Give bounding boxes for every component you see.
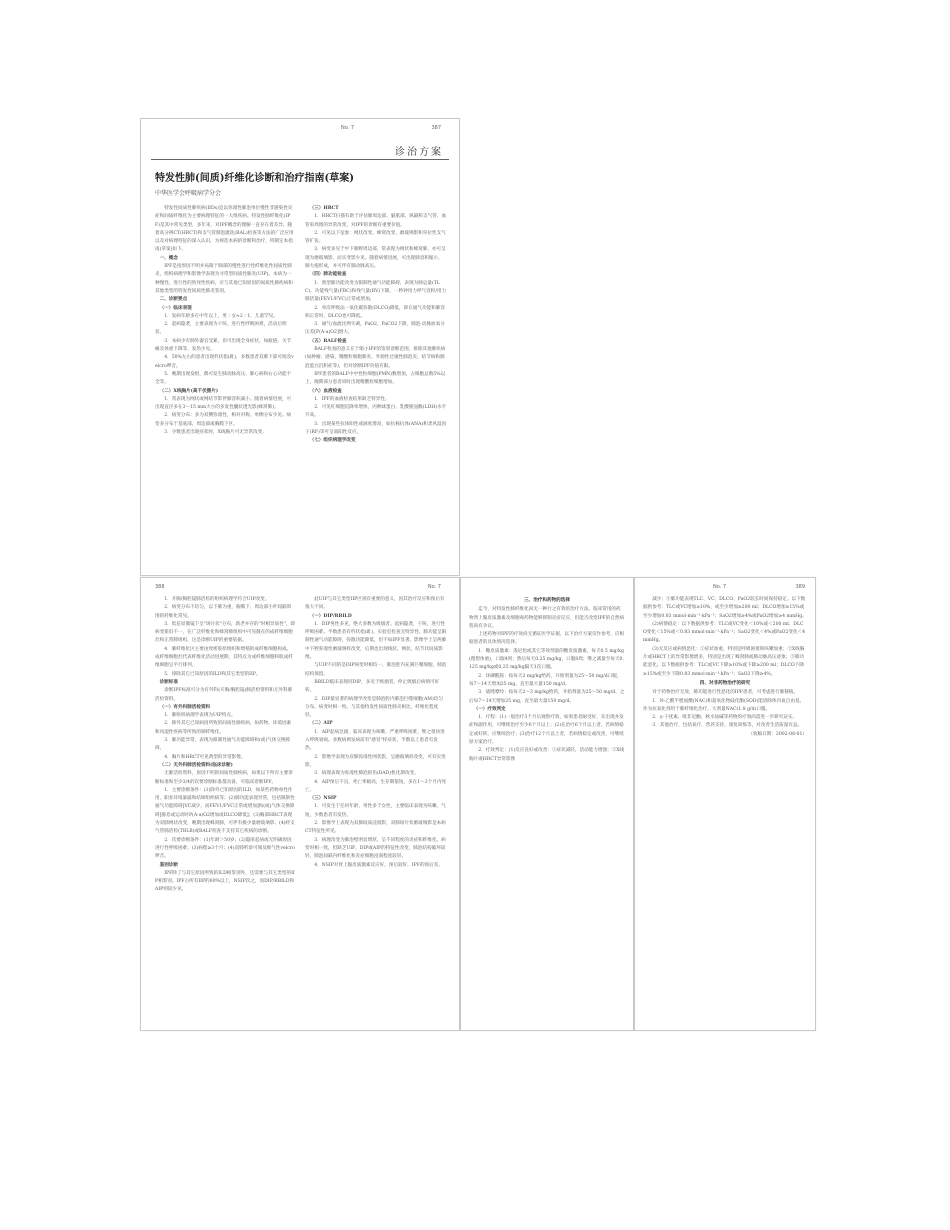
paragraph: (3)无反应或病情恶化：①症状加重，特别是呼吸困难和咳嗽加重；②X线胸片或HRCT上的异常影像增多，特别是出现了蜂窝肺或肺动脉高压迹象；③肺功能恶化。以下数据供参考：TLC或VC下降≥10%或下降≥200 ml；DLCO下降≥15%或至少下降0.83 mmol·min⁻¹·kPa⁻¹；SaO2下降≥4%。 (643, 646, 805, 677)
paragraph: 4．肺纤维化区主要由致密胶原组织和增殖的成纤维细胞构成。成纤维细胞灶代表纤维化活动进展期，其特点为成纤维细胞和肌成纤维细胞呈平行排列。 (155, 646, 293, 669)
paragraph: 1．肺组织病理学表现为UIP特点。 (164, 713, 236, 719)
text-column-1 (155, 596, 295, 1022)
text-column-1 (155, 205, 295, 571)
page-number: 389 (795, 584, 805, 590)
heading: （一）临床表现 (159, 305, 192, 311)
heading: （二）X线胸片(高千伏摄片) (159, 388, 219, 394)
paragraph: IPF患者的BALF中中性粒细胞(PMN)数增加，占细胞总数5%以上，晚期部分患者同时出现嗜酸粒细胞增加。 (305, 371, 446, 386)
paragraph: 1．常表现为网状或网结节影伴肺容积减小。随着病情进展，可出现直径多在3～15 mm大小的多发性囊状透光影(蜂窝肺)。 (155, 396, 292, 411)
paragraph: 3．少数患者出现症状时，X线胸片可无异常改变。 (164, 430, 267, 436)
heading: 诊断标准 (159, 679, 178, 685)
running-head: No. 7 (713, 584, 727, 590)
heading: 一、概念 (159, 255, 178, 261)
paragraph: BALF检查的意义在于缩小IPF的鉴别诊断范围，排除其他肺疾病(如肿瘤、感染、嗜酸粒细胞肺炎、外源性过敏性肺泡炎、结节病和肺泡蛋白沉积症等)，但对诊断IPF价值有限。 (305, 347, 446, 369)
journal-page-left (140, 577, 460, 1031)
running-head: No. 7 (341, 125, 355, 131)
heading: （三）NSIP (309, 796, 337, 802)
paragraph: 3．病理表现为弥漫性肺泡损伤(DAD)机化期改变。 (314, 771, 419, 777)
paragraph: 1．HRCT扫描有助于评估肺周边部、膈肌部、纵隔和支气管、血管束周围的异常改变，对IPF的诊断有重要价值。 (305, 214, 447, 228)
page-number: 388 (155, 584, 165, 590)
paragraph: (2)病情稳定：以下数据供参考：TLC或VC变化＜10%或＜200 ml；DLCO变化＜15%或＜0.83 mmol·min⁻¹·kPa⁻¹；SaO2变化＜4%或PaO2变化＜4 mmHg。 (643, 621, 806, 644)
paragraph: 1．N-乙酰半胱氨酸(NAC)和超氧化物歧化酶(SOD)能清除体内氧自由基，作为抗氧化剂用于肺纤维化治疗。大剂量NAC(1.8 g/d)口服。 (643, 698, 805, 712)
heading: （一）DIP/RBILD (309, 613, 352, 619)
paragraph: 2．除外其它已知病因所致的间质性肺疾病，如药物、环境因素和风湿性疾病等所致的肺纤维化。 (155, 721, 292, 735)
paragraph: 2．影像学上表现为双肺间质浸润影，双肺斑片状磨玻璃影是本病CT特征性所见。 (305, 821, 446, 835)
paragraph: IPF除了与其它原因所致的ILD相鉴别外，还需要与其它类型的IIP相鉴别。IPF占所有IIP的60%以上，NSIP次之，而DIP/RBILD和AIP则较少见。 (155, 870, 295, 893)
paragraph: 1．疗程：(1)一般治疗3个月后观察疗效，如果患者耐受好，未出现并发症和副作用，可继续治疗至少6个月以上；(2)在治疗6个月以上者，若病情稳定或好转，应继续治疗；(3)治疗12个月以上者，若病情稳定或改善，可继续原方案治疗。 (469, 715, 624, 746)
paragraph: 3．硫唑嘌呤：按每天2～3 mg/kg给药，开始剂量为25～50 mg/d，之后每7～14天增加25 mg，直至最大量150 mg/d。 (469, 690, 625, 704)
text-column (469, 596, 625, 1022)
heading: （三）HRCT (309, 206, 339, 211)
banner-rule (151, 159, 449, 160)
paragraph: 3．其他治疗，包括氧疗、营养支持、康复训练等，对改善生活质量有益。 (652, 723, 803, 729)
paragraph: 4．50%左右的患者出现杵状指(趾)，多数患者双肺下部可闻及velcro啰音。 (155, 355, 294, 369)
paragraph: 1．AIP起病急剧，临床表现为咳嗽、严重呼吸困难，继之很快进入呼吸衰竭。多数病例发病前有"感冒"样症状，半数以上患者有发热。 (305, 729, 445, 752)
paragraph: 对于药物治疗无效、肺功能进行性恶化的IPF患者，可考虑进行肺移植。 (652, 690, 799, 696)
paragraph: 诊断IPF标准可分为有外科(开胸/胸腔镜)肺活检资料和无外科肺活检资料。 (155, 688, 293, 702)
paragraph: 迄今，对特发性肺纤维化尚无一种行之有效的治疗方法。临床常用的药物肾上腺皮质激素及细胞毒药物能够抑制炎症反应，但能否改变IPF的自然病程尚有争议。 (469, 607, 625, 629)
journal-page-right (634, 577, 816, 1031)
paragraph: 3．病变多见于中下肺野周边部，常表现为网状和蜂窝肺，亦可呈现为磨玻璃影，而实变影少见。随着病情进展，可出现肺容积缩小，肺大疱形成，并可伴有肺动脉高压。 (305, 247, 446, 270)
text-column-2 (305, 205, 447, 571)
section-banner: 诊治方案 (395, 147, 443, 158)
page-number: 387 (431, 125, 441, 131)
paragraph: 1．糖皮质激素：泼尼松或其它等效剂量的糖皮质激素，每天0.5 mg/kg(理想体重)，口服4周；然后每天0.25 mg/kg，口服8周；继之减量至每天0.125 mg/kg或0.25 mg/kg隔天1次口服。 (469, 648, 624, 671)
paragraph: 2．单次呼吸法一氧化碳弥散(DLCO)降低，即在通气功能和肺容积正常时，DLCO也可降低。 (305, 305, 445, 319)
heading: （二）无外科肺活检资料(临床诊断) (159, 762, 233, 768)
paragraph: 3．低倍显微镜下呈"斑片状"分布，新老并存的"时相异质性"，即病变新旧不一，在广泛纤维化和蜂窝肺组织中可见散在的成纤维细胞灶和正常肺组织，这是诊断UIP的重要依据。 (155, 621, 295, 644)
heading: 鉴别诊断 (159, 862, 178, 868)
heading: （六）血液检查 (309, 388, 342, 394)
paragraph: 上述药物对IPF的疗效尚无循证医学证据，以下治疗方案仅作参考，应根据患者的具体情况选择。 (469, 632, 625, 646)
paragraph: 3．本病少有肺外器官受累，但可出现全身症状，如疲倦、关节痛及体重下降等，发热少见。 (155, 338, 292, 353)
paragraph: 1．IPF的血液检查结果缺乏特异性。 (314, 396, 390, 402)
journal-page-top (140, 118, 460, 576)
paragraph: 特发性间质性肺疾病(IIDs)是以弥漫性肺泡单位慢性非感染性炎症和间质纤维化为主要病理特征的一大组疾病。特发性肺纤维化(IPF)是其中常见类型，多年来，对IPF概念的理解一直存在着差异。随着高分辨CT(HRCT)和支气管肺泡灌洗(BAL)检查等方法的广泛应用以及对病理特征的深入认识，为规范本病的诊断和治疗，特制定本指南(草案)如下。 (155, 206, 294, 253)
paragraph: 2．次要诊断条件：(1)年龄＞50岁；(2)隐匿起病或无明确原因进行性呼吸困难；(3)病程≥3个月；(4)双肺听诊可闻及吸气性velcro啰音。 (155, 837, 295, 860)
heading: （一）有外科肺活检资料 (159, 704, 211, 710)
paragraph: IPF是指原因不明并局限于肺部的慢性进行性纤维化性间质性肺炎，组织病理学和影像学表现为寻常型间质性肺炎(UIP)。本病为一种慢性、进行性的致死性疾病，应与其他已知原因的间质性肺疾病和其他类型的特发性间质性肺炎鉴别。 (155, 264, 293, 294)
journal-page-middle (460, 577, 634, 1031)
paragraph: 2．可见以下征象：网状改变、蜂窝改变、磨玻璃影和牵拉性支气管扩张。 (305, 230, 446, 245)
paragraph: 1．主要诊断条件：(1)除外已知原因的ILD，如某些药物毒性作用、职业环境暴露和结缔组织病等；(2)肺功能表现异常，包括限制性通气功能障碍[VC减少，而FEV1/FVC正常或增加]和(或)气体交换障碍[静息或运动时P(A-a)O2增加或DLCO降低]；(3)胸部HRCT表现为双肺网状改变，晚期出现蜂窝肺，可伴有极少量磨玻璃影；(4)经支气管肺活检(TBLB)或BALF检查不支持其它疾病的诊断。 (155, 787, 295, 835)
paragraph: 1．可发生于任何年龄，男性多于女性，主要临床表现为咳嗽、气短，少数患者有发热。 (305, 804, 446, 818)
article-title: 特发性肺(间质)纤维化诊断和治疗指南(草案) (155, 173, 354, 184)
heading: （四）肺功能检查 (309, 272, 347, 278)
paragraph: 4．胸片和HRCT可见典型的异常影像。 (164, 754, 246, 760)
paragraph: 1．典型肺功能改变为限制性通气功能障碍，表现为肺总量(TLC)、功能残气量(FRC)和残气量(RV)下降。一秒钟用力呼气容积/用力肺活量(FEV1/FVC)正常或增加。 (305, 280, 447, 303)
paragraph: 3．通气/血流比例失调，PaO2、PaCO2下降，肺泡-动脉血氧分压差[P(A-a)O2]增大。 (305, 322, 445, 336)
paragraph: 2．γ-干扰素、吡非尼酮、秋水仙碱等药物的疗效尚需进一步研究证实。 (652, 715, 798, 721)
paragraph: 2．疗效判定：(1)反应良好或改善：①症状减轻，活动能力增强；②X线胸片或HRCT异常影像 (469, 748, 625, 762)
heading: （收稿日期：2002-08-01） (748, 731, 807, 737)
paragraph: 2．可见红细胞沉降率增快，丙种球蛋白、乳酸脱氢酶(LDH)水平升高。 (305, 405, 447, 419)
paragraph: 2．起病隐袭，主要表现为干咳、进行性呼吸困难，活动后明显。 (155, 322, 287, 336)
paragraph: 2．影像学表现为双肺弥漫性网状影，呈磨玻璃样改变，可有实变影。 (305, 754, 446, 768)
article-authors: 中华医学会呼吸病学分会 (155, 190, 222, 197)
text-column (643, 596, 807, 1022)
paragraph: 此UIP与其它类型IIP区别有重要的意义，因其治疗反应和预后有很大不同。 (305, 597, 445, 611)
paragraph: 4．NSIP对肾上腺皮质激素反应好，预后较好，IPF的预后差。 (314, 862, 443, 868)
text-column-2 (305, 596, 447, 1022)
paragraph: 无肺活检资料，原因不明的间质性肺疾病，如果以下所有主要诊断标准和至少3/4的次要诊断标准都具备，可临床诊断IPF。 (155, 771, 293, 785)
heading: （五）BALF检查 (309, 338, 347, 344)
heading: 三、治疗和药物的选择 (524, 598, 570, 603)
paragraph: 与UIP不同的是DIP病变时相均一，肺泡腔内充满巨噬细胞，肺泡结构保留。 (305, 663, 447, 677)
paragraph: 3．肺功能异常，表现为限制性通气功能障碍和(或)气体交换障碍。 (155, 738, 291, 752)
paragraph: 减少；③肺功能表现TLC、VC、DLCO、PaO2较长时间保持稳定。以下数据供参考：TLC或VC增加≥10%，或至少增加≥200 ml；DLCO增加≥15%或至少增加0.83 mmol·min⁻¹·kPa⁻¹；SaO2增加≥4%或PaO2增加≥4 mmHg。 (643, 597, 807, 619)
paragraph: 2．环磷酰胺：按每天2 mg/kg给药，开始剂量为25～50 mg/d口服，每7～14天增加25 mg，直至最大量150 mg/d。 (469, 673, 622, 687)
paragraph: 2．DIP最显著的病理学改变是肺泡腔内肺泡巨噬细胞(AM)均匀分布，病变时相一致。与其他特发性间质性肺炎相比，纤维化程度轻。 (305, 696, 443, 719)
paragraph: 5．晚期出现发绀，偶可发生肺动脉高压、肺心病和右心功能不全等。 (155, 371, 292, 386)
heading: （一）疗效判定 (473, 706, 506, 712)
paragraph: 2．病变分布：多为双侧弥漫性，相对对称，单侧分布少见。病变多分布于基底部、周边部或胸膜下区。 (155, 413, 292, 427)
paragraph: 2．病变分布不均匀，以下肺为重，胸膜下、周边部小叶间隔周围的纤维化常见。 (155, 605, 292, 619)
paragraph: 1．开胸/胸腔镜肺活检的组织病理学符合UIP改变。 (164, 597, 270, 602)
paragraph: 3．病理改变为肺泡壁明显增厚，呈不同程度的炎症和纤维化。病变时相一致，但缺乏UIP、DIP或AIP的特征性改变，肺泡结构破坏较轻，肺泡间隔内纤维化和炎症细胞浸润程度较轻。 (305, 837, 446, 860)
heading: 二、诊断要点 (159, 297, 188, 303)
paragraph: 3．出现某些抗体阳性或滴度增高，如抗核抗体(ANA)和类风湿因子(RF)等可呈弱阳性反应。 (305, 421, 447, 436)
heading: （二）AIP (309, 721, 333, 727)
paragraph: 4．AIP预后不良，死亡率极高，生存期很短，多在1～2个月内死亡。 (305, 779, 447, 793)
paragraph: 5．排除其它已知原因的ILD和其它类型的IIP。 (164, 671, 261, 677)
paragraph: 1．发病年龄多在中年以上，男∶女≈2∶1，儿童罕见。 (164, 313, 278, 319)
paragraph: 1．DIP男性多见，绝大多数为吸烟者。起病隐袭，干咳，进行性呼吸困难。半数患者有杵状指(趾)。实验室检查无特异性。肺功能呈限制性通气功能障碍，弥散功能降低，但不如IPF显著。影像学上呈两肺中下野弥漫性磨玻璃样改变，后期也出现线状、网状、结节状间质影像。 (305, 621, 447, 661)
heading: （七）组织病理学改变 (309, 438, 356, 444)
paragraph: RBILD临床表现同DIP，多见于吸烟者，停止吸烟后病情可好转。 (305, 679, 440, 694)
heading: 四、对非药物治疗的研究 (699, 680, 751, 686)
running-head: No. 7 (427, 584, 441, 590)
